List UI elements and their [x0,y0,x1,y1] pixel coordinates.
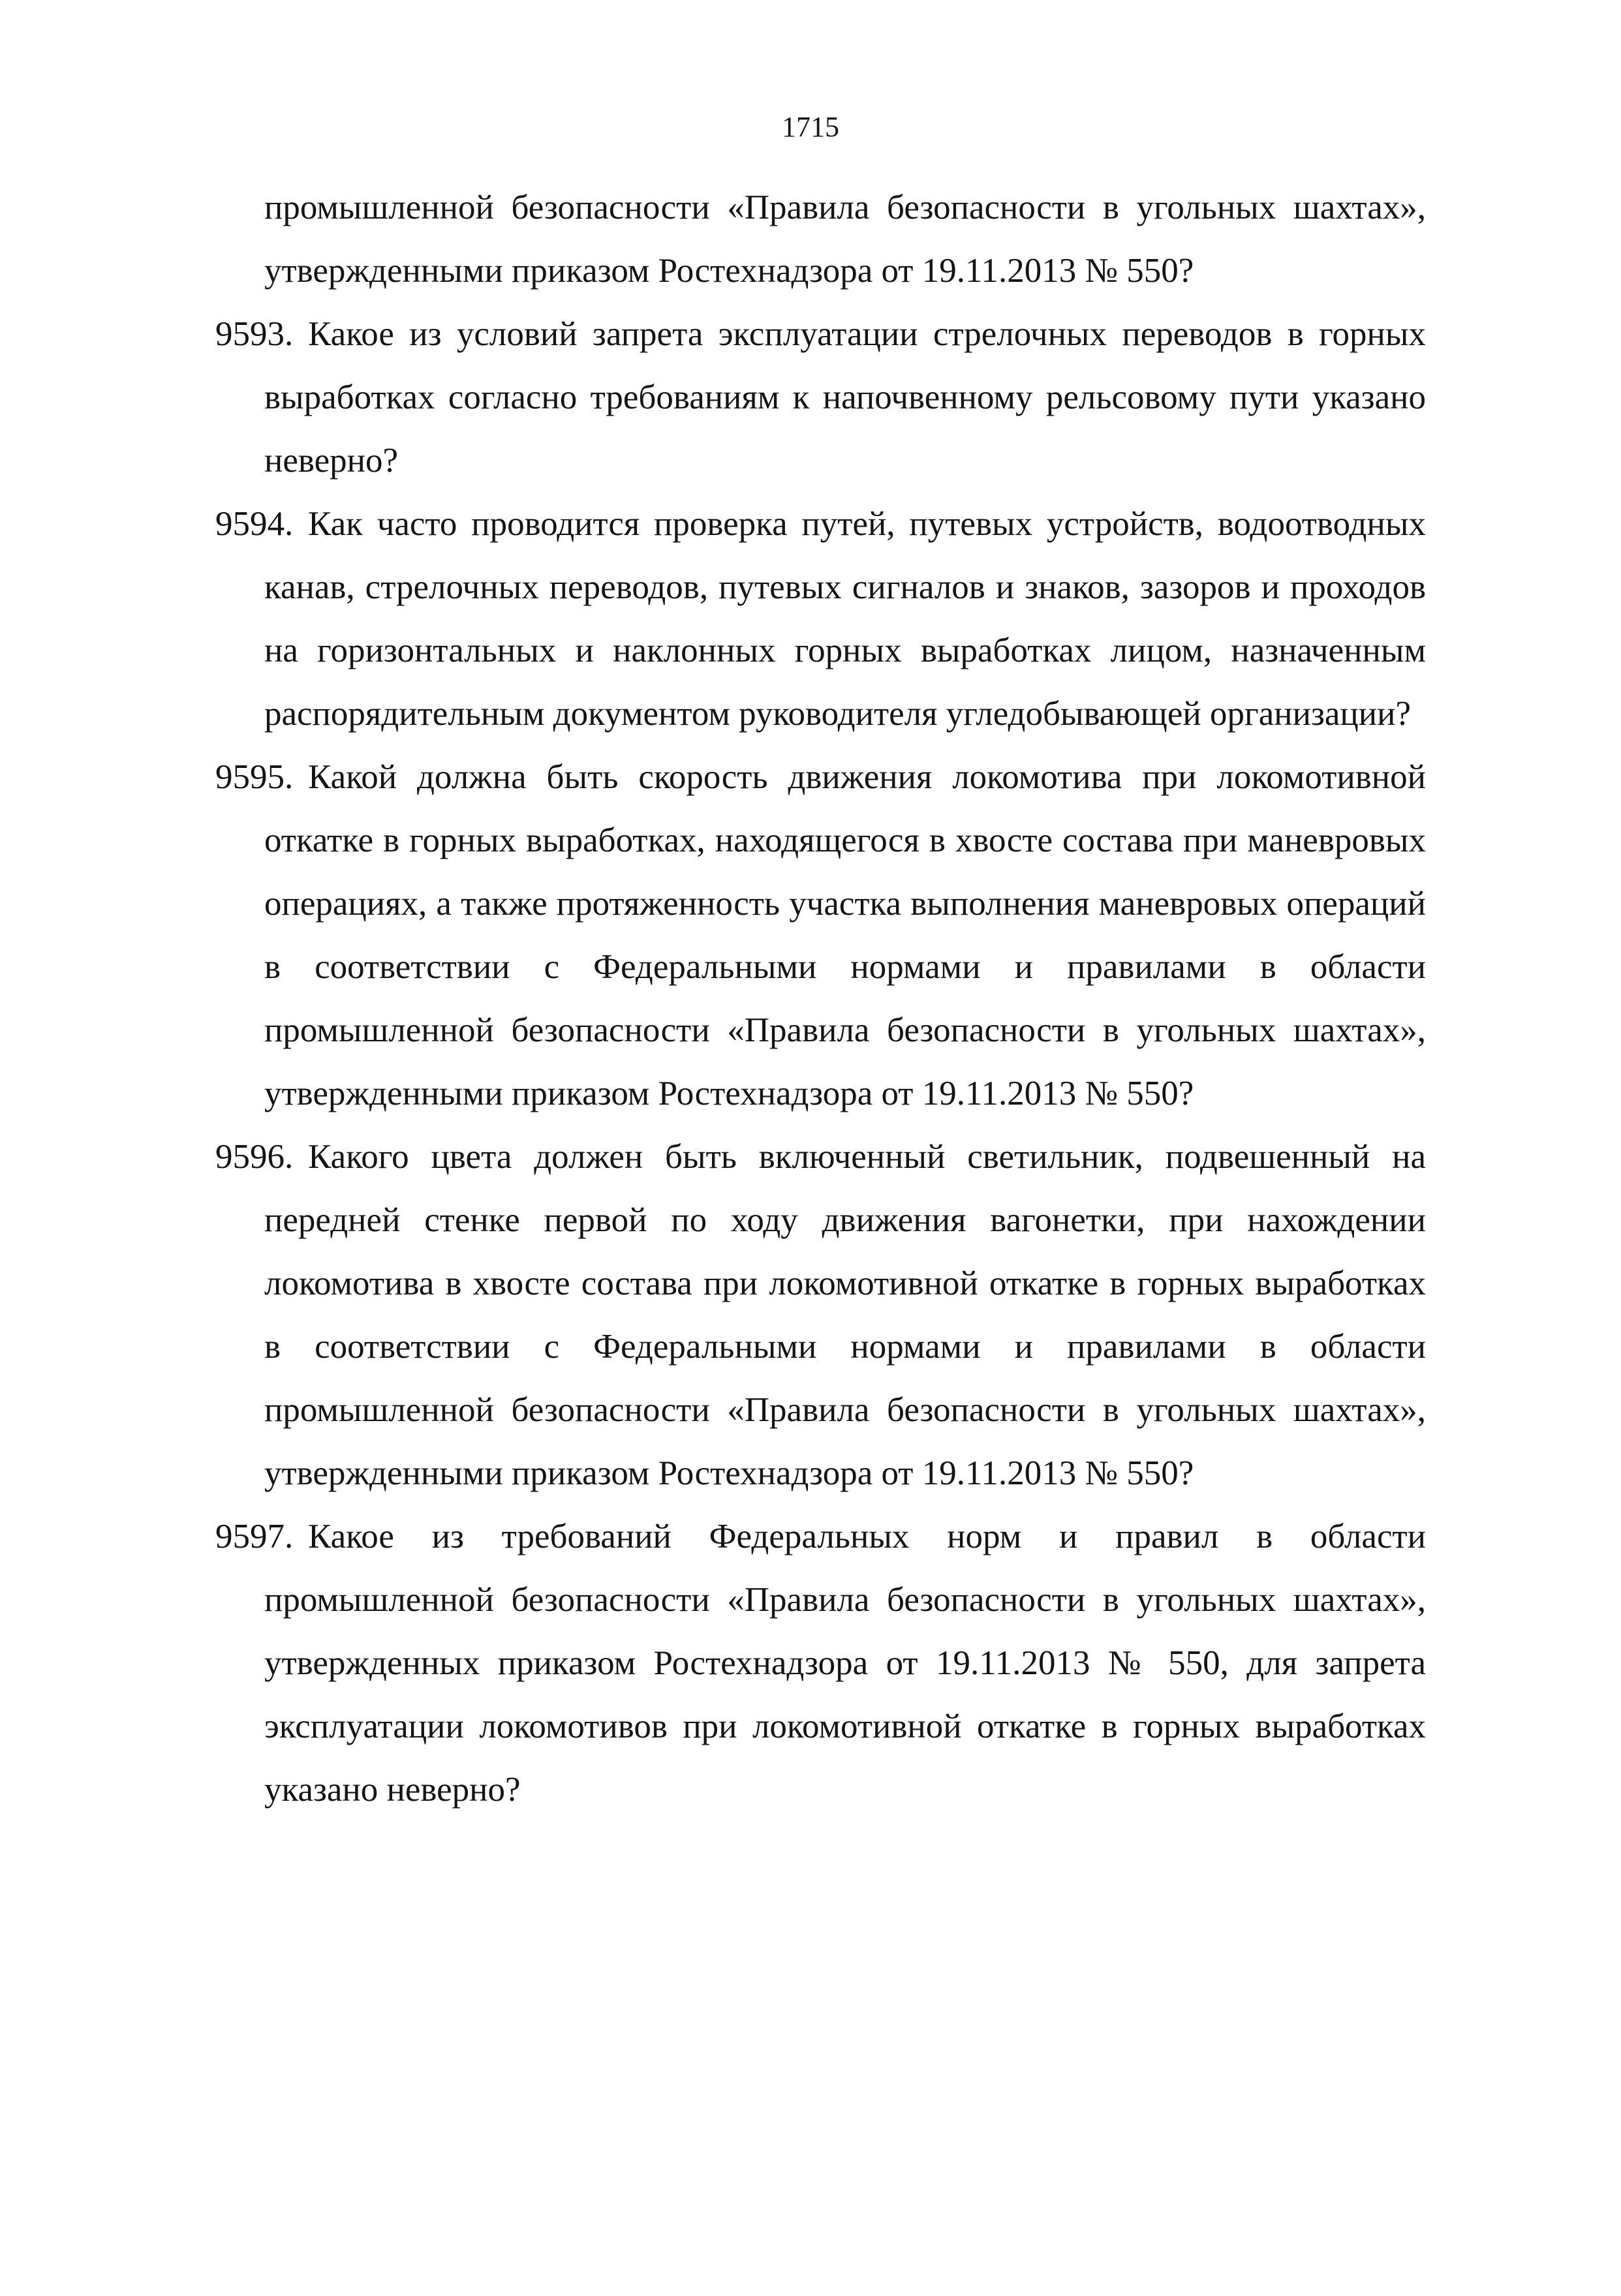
question-number: 9595. [215,758,294,796]
question-text: Какое из требований Федеральных норм и правил в области промышленной безопасности «Правила безопасности в угольных шахтах», утвержденных приказом Ростехнадзора от 19.11.2013 № 550, для запрета эксплуатации локомотивов при локомотивной откатке в горных выработках указано неверно? [264,1518,1426,1809]
question-text: Как часто проводится проверка путей, путевых устройств, водоотводных канав, стрелочных переводов, путевых сигналов и знаков, зазоров и проходов на горизонтальных и наклонных горных выработках лицом, назначенным распорядительным документом руководителя угледобывающей организации? [264,505,1426,733]
question-text: Какого цвета должен быть включенный светильник, подвешенный на передней стенке первой по ходу движения вагонетки, при нахождении локомотива в хвосте состава при локомотивной откатке в горных выработках в соответствии с Федеральными нормами и правилами в области промышленной безопасности «Правила безопасности в угольных шахтах», утвержденными приказом Ростехнадзора от 19.11.2013 № 550? [264,1138,1426,1492]
question-item [215,1505,1426,1822]
page-number: 1715 [782,111,839,143]
question-number: 9597. [215,1518,294,1555]
question-number: 9593. [215,315,294,353]
question-text: Какое из условий запрета эксплуатации стрелочных переводов в горных выработках согласно требованиям к напочвенному рельсовому пути указано неверно? [264,315,1426,480]
question-number: 9596. [215,1138,294,1176]
question-item [215,1125,1426,1505]
document-body [215,176,1426,1822]
question-text: Какой должна быть скорость движения локомотива при локомотивной откатке в горных выработках, находящегося в хвосте состава при маневровых операциях, а также протяженность участка выполнения маневровых операций в соответствии с Федеральными нормами и правилами в области промышленной безопасности «Правила безопасности в угольных шахтах», утвержденными приказом Ростехнадзора от 19.11.2013 № 550? [264,758,1426,1112]
question-item [215,493,1426,746]
continuation-paragraph: промышленной безопасности «Правила безопасности в угольных шахтах», утвержденными приказом Ростехнадзора от 19.11.2013 № 550? [264,189,1426,290]
question-item [215,746,1426,1125]
question-item [215,303,1426,493]
question-number: 9594. [215,505,294,543]
